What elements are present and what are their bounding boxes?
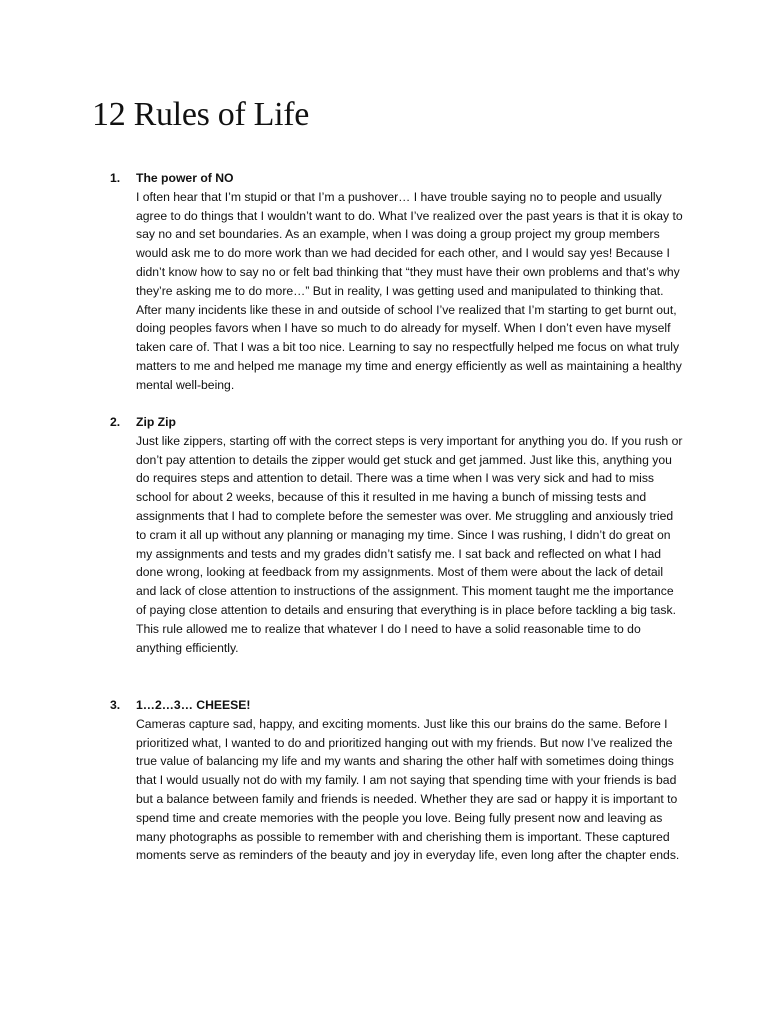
rule-item-2 [110,413,685,657]
rule-number: 2. [110,415,121,429]
rule-heading: Zip Zip [136,415,176,429]
rule-content [136,169,685,395]
document-title: 12 Rules of Life [92,96,310,133]
rule-content [136,696,685,865]
rule-content [136,413,685,657]
rule-body: I often hear that I’m stupid or that I’m a pushover… I have trouble saying no to people and usually agree to do things that I wouldn’t want to do. What I’ve realized over the past years is that it is okay to say no and set boundaries. As an example, when I was doing a group project my group members would ask me to do more work than we had decided for each other, and I would say yes! Because I didn’t know how to say no or felt bad thinking that “they must have their own problems and that’s why they’re asking me to do more…” But in reality, I was getting used and manipulated to thinking that. After many incidents like these in and outside of school I’ve realized that I’m starting to get burnt out, doing peoples favors when I have so much to do already for myself. When I don’t even have myself taken care of. That I was a bit too nice. Learning to say no respectfully helped me focus on what truly matters to me and helped me manage my time and energy efficiently as well as maintaining a healthy mental well-being. [136,189,683,392]
rule-number: 1. [110,171,121,185]
rule-body: Cameras capture sad, happy, and exciting moments. Just like this our brains do the same. Before I prioritized what, I wanted to do and prioritized hanging out with my friends. But now I’ve realized the true value of balancing my life and my wants and sharing the other half with sometimes doing things that I would usually not do with my family. I am not saying that spending time with your friends is bad but a balance between family and friends is needed. Whether they are sad or happy it is important to spend time and create memories with the people you love. Being fully present now and leaving as many photographs as possible to remember with and cherishing them is important. These captured moments serve as reminders of the beauty and joy in everyday life, even long after the chapter ends. [136,716,680,863]
rule-body: Just like zippers, starting off with the correct steps is very important for anything you do. If you rush or don’t pay attention to details the zipper would get stuck and get jammed. Just like this, anything you do requires steps and attention to detail. There was a time when I was very sick and had to miss school for about 2 weeks, because of this it resulted in me having a bunch of missing tests and assignments that I had to complete before the semester was over. Me struggling and anxiously tried to cram it all up without any planning or managing my time. Since I was rushing, I didn’t do great on my assignments and tests and my grades didn’t satisfy me. I sat back and reflected on what I had done wrong, looking at feedback from my assignments. Most of them were about the lack of detail and lack of close attention to instructions of the assignment. This moment taught me the importance of paying close attention to details and ensuring that everything is in place before tackling a big task. This rule allowed me to realize that whatever I do I need to have a solid reasonable time to do anything efficiently. [136,433,683,655]
rule-heading: 1…2…3… CHEESE! [136,698,251,712]
rule-number: 3. [110,698,121,712]
rule-item-1 [110,169,685,395]
rule-item-3 [110,696,685,865]
rule-heading: The power of NO [136,171,234,185]
